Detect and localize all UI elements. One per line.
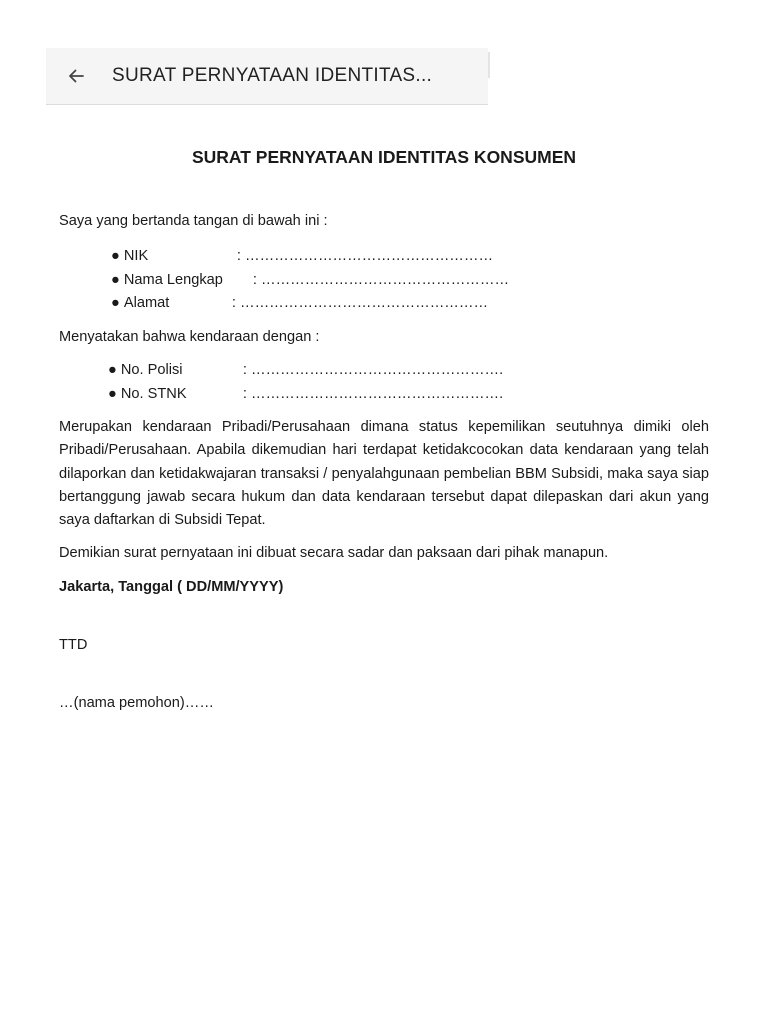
list-item (111, 269, 509, 293)
list-item (108, 383, 503, 407)
signature-label: TTD (59, 637, 88, 653)
document-page (59, 140, 709, 711)
bullet: ● (108, 385, 117, 402)
field-value-no-stnk: : ……………………………………………. (242, 385, 504, 402)
bullet: ● (111, 248, 120, 264)
statement-text: Menyatakan bahwa kendaraan dengan : (59, 329, 320, 345)
bullet: ● (111, 295, 120, 311)
declaration-paragraph: Merupakan kendaraan Pribadi/Perusahaan dimana status kepemilikan seutuhnya dimiki oleh Pribadi/Perusahaan. Apabila dikemudian hari terdapat ketidakcocokan data kendaraan yang telah dilaporkan dan ketidakwajaran transaksi / penyalahgunaan pembelian BBM Subsidi, maka saya siap bertanggung jawab secara hukum dan data kendaraan tersebut dapat dilepaskan dari akun yang saya daftarkan di Subsidi Tepat. (59, 419, 709, 529)
list-item (111, 245, 509, 269)
vehicle-list (108, 359, 503, 406)
document-title: SURAT PERNYATAAN IDENTITAS KONSUMEN (191, 147, 577, 167)
place-date: Jakarta, Tanggal ( DD/MM/YYYY) (59, 579, 284, 595)
back-button[interactable] (64, 64, 88, 88)
field-label-no-polisi: No. Polisi (120, 362, 183, 378)
applicant-name: …(nama pemohon)…… (59, 695, 214, 711)
identity-list (111, 245, 509, 316)
bullet: ● (111, 271, 120, 288)
arrow-left-icon (66, 66, 86, 86)
field-label-no-stnk: No. STNK (120, 385, 187, 402)
field-label-nama-lengkap: Nama Lengkap (123, 271, 223, 288)
field-value-nik: : …………………………………………… (236, 248, 494, 264)
intro-text: Saya yang bertanda tangan di bawah ini : (59, 213, 328, 229)
app-bar-title: SURAT PERNYATAAN IDENTITAS... (112, 65, 433, 86)
list-item (111, 292, 509, 316)
bullet: ● (108, 362, 117, 378)
field-label-nik: NIK (123, 248, 149, 264)
list-item (108, 359, 503, 383)
field-value-alamat: : …………………………………………… (231, 295, 489, 311)
app-bar-divider (488, 52, 490, 78)
closing-text: Demikian surat pernyataan ini dibuat secara sadar dan paksaan dari pihak manapun. (59, 545, 609, 561)
field-value-nama-lengkap: : …………………………………………… (252, 271, 510, 288)
field-value-no-polisi: : ……………………………………………. (242, 362, 504, 378)
app-bar (46, 48, 488, 105)
field-label-alamat: Alamat (123, 295, 170, 311)
